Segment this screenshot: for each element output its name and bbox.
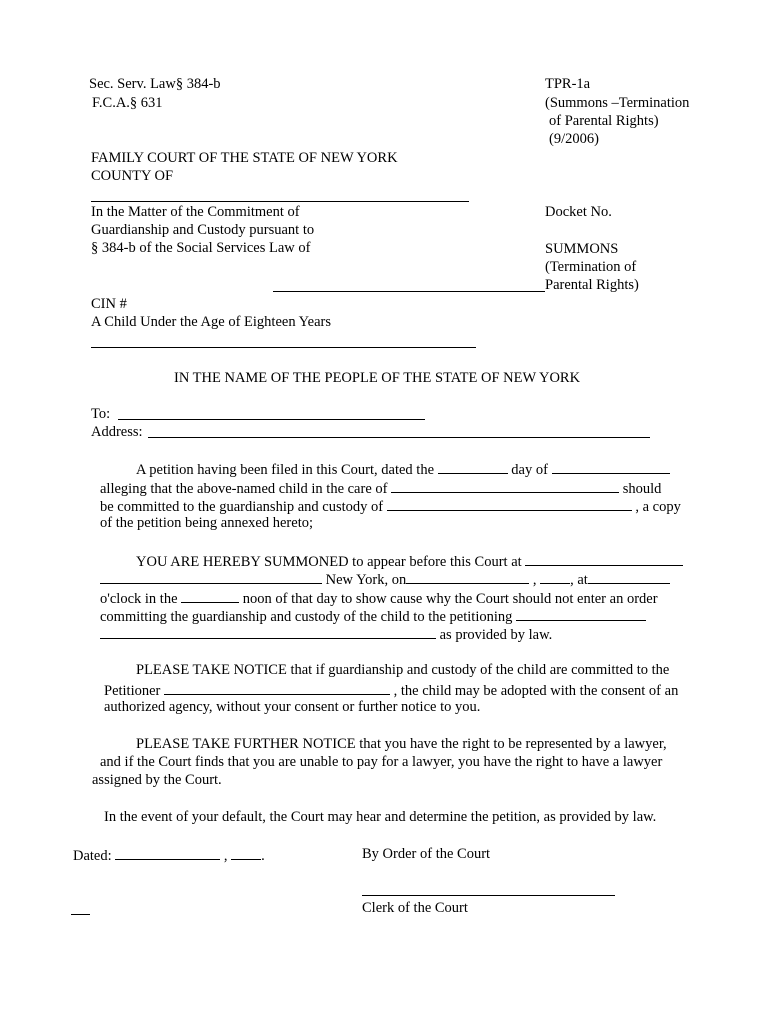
petitioner-name-field[interactable] [164, 680, 390, 695]
dated-period: . [261, 848, 265, 864]
notice-line-3: authorized agency, without your consent or further notice to you. [104, 699, 481, 715]
matter-line-2: Guardianship and Custody pursuant to [91, 222, 315, 238]
am-pm-field[interactable] [181, 588, 239, 603]
to-field[interactable] [118, 419, 425, 420]
form-subtitle-2: of Parental Rights) [549, 113, 659, 129]
form-revision-date: (9/2006) [549, 131, 599, 147]
further-line-2: and if the Court finds that you are unable to pay for a lawyer, you have the right to have a lawyer [100, 754, 663, 770]
clerk-signature-line[interactable] [362, 895, 615, 896]
notice-text-2b: , the child may be adopted with the consent of an [393, 683, 679, 699]
dated-label: Dated: [73, 848, 112, 864]
court-name: FAMILY COURT OF THE STATE OF NEW YORK [91, 150, 398, 166]
summoned-text-5: as provided by law. [439, 627, 553, 643]
people-heading: IN THE NAME OF THE PEOPLE OF THE STATE OF NEW YORK [174, 370, 581, 386]
petition-date-field[interactable] [438, 459, 508, 474]
summoned-text-3a: o'clock in the [100, 591, 178, 607]
county-label: COUNTY OF [91, 168, 174, 184]
dated-line [73, 845, 265, 865]
matter-line-1: In the Matter of the Commitment of [91, 204, 300, 220]
address-field[interactable] [148, 437, 650, 438]
petition-text-3b: , a copy [635, 499, 681, 515]
notice-line-2 [104, 680, 678, 700]
custody-of-field[interactable] [387, 496, 632, 511]
address-label: Address: [91, 424, 143, 440]
caption-bottom-rule [91, 347, 476, 348]
form-subtitle-1: (Summons –Termination [545, 95, 690, 111]
cin-label: CIN # [91, 296, 127, 312]
county-fill-line[interactable] [91, 201, 469, 202]
petition-month-field[interactable] [552, 459, 670, 474]
appearance-time-field[interactable] [588, 569, 670, 584]
summoned-text-2a: New York, on [325, 572, 407, 588]
matter-line-3: § 384-b of the Social Services Law of [91, 240, 311, 256]
footer-mark [71, 914, 90, 915]
to-label: To: [91, 406, 111, 422]
summoned-line-4 [100, 606, 646, 626]
petition-text-2b: should [622, 481, 662, 497]
clerk-label: Clerk of the Court [362, 900, 468, 916]
summoned-line-5 [100, 624, 552, 644]
care-of-field[interactable] [391, 478, 619, 493]
doc-subtitle-1: (Termination of [545, 259, 637, 275]
further-line-3: assigned by the Court. [92, 772, 222, 788]
petition-text-3a: be committed to the guardianship and custody of [100, 499, 384, 515]
appearance-year-field[interactable] [540, 569, 570, 584]
petition-line-1 [136, 459, 670, 479]
petition-text-2a: alleging that the above-named child in the care of [100, 481, 388, 497]
summoned-text-1: YOU ARE HEREBY SUMMONED to appear before this Court at [136, 554, 522, 570]
default-notice: In the event of your default, the Court may hear and determine the petition, as provided by law. [104, 809, 657, 825]
dated-year-field[interactable] [231, 845, 261, 860]
child-description: A Child Under the Age of Eighteen Years [91, 314, 332, 330]
court-address-field[interactable] [100, 569, 322, 584]
petitioning-agency-field[interactable] [516, 606, 646, 621]
summoned-text-2b: , [532, 572, 537, 588]
by-order-label: By Order of the Court [362, 846, 491, 862]
dated-date-field[interactable] [115, 845, 220, 860]
doc-subtitle-2: Parental Rights) [545, 277, 639, 293]
court-location-field[interactable] [525, 551, 683, 566]
notice-line-1: PLEASE TAKE NOTICE that if guardianship and custody of the child are committed to the [136, 662, 670, 678]
doc-title: SUMMONS [545, 241, 619, 257]
docket-label: Docket No. [545, 204, 612, 220]
summoned-line-3 [100, 588, 658, 608]
summoned-line-2 [100, 569, 670, 589]
appearance-date-field[interactable] [406, 569, 529, 584]
petition-line-4: of the petition being annexed hereto; [100, 515, 313, 531]
statute-citation-1: Sec. Serv. Law§ 384-b [89, 76, 221, 92]
summoned-text-2c: , at [570, 572, 588, 588]
petition-text-1b: day of [511, 462, 548, 478]
notice-text-2a: Petitioner [104, 683, 161, 699]
petition-text-1a: A petition having been filed in this Court, dated the [136, 462, 435, 478]
summoned-text-3b: noon of that day to show cause why the Court should not enter an order [242, 591, 658, 607]
dated-comma: , [223, 848, 228, 864]
petition-line-3 [100, 496, 681, 516]
further-line-1: PLEASE TAKE FURTHER NOTICE that you have the right to be represented by a lawyer, [136, 736, 667, 752]
petition-line-2 [100, 478, 661, 498]
petitioning-agency-field-2[interactable] [100, 624, 436, 639]
form-id: TPR-1a [545, 76, 591, 92]
child-name-line[interactable] [273, 291, 545, 292]
summoned-line-1 [136, 551, 683, 571]
statute-citation-2: F.C.A.§ 631 [92, 95, 163, 111]
summoned-text-4: committing the guardianship and custody of the child to the petitioning [100, 609, 513, 625]
